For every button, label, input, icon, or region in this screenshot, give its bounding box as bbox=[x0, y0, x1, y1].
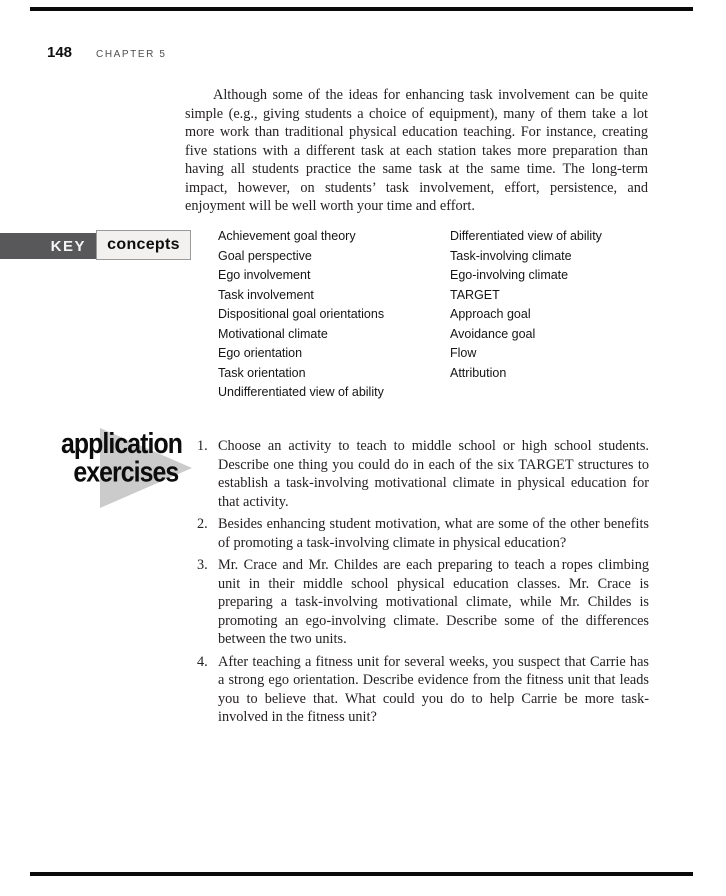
exercise-item bbox=[197, 437, 649, 511]
key-concept-item: Ego orientation bbox=[218, 346, 303, 360]
exercise-item bbox=[197, 556, 649, 649]
key-concept-item: Undifferentiated view of ability bbox=[218, 385, 384, 399]
key-concept-item: Task-involving climate bbox=[450, 248, 572, 263]
key-concept-item: Avoidance goal bbox=[450, 326, 536, 341]
key-concepts-column-1 bbox=[218, 227, 448, 403]
application-exercises-label bbox=[48, 427, 183, 488]
key-concept-item: Achievement goal theory bbox=[218, 229, 356, 243]
key-concept-item: Approach goal bbox=[450, 307, 531, 321]
key-concepts-bar bbox=[0, 233, 96, 259]
key-label: KEY bbox=[50, 237, 86, 255]
page-number: 148 bbox=[47, 44, 73, 61]
application-exercises-list bbox=[197, 437, 649, 731]
key-concept-item: Ego-involving climate bbox=[450, 268, 569, 282]
key-concept-item: Motivational climate bbox=[218, 326, 328, 341]
exercise-text: Besides enhancing student motivation, what are some of the other benefits of promoting a task-involving climate in physical education? bbox=[218, 516, 649, 551]
exercise-number: 4. bbox=[197, 653, 208, 670]
key-concept-item: Differentiated view of ability bbox=[450, 229, 602, 243]
concepts-box bbox=[96, 230, 191, 260]
chapter-label: CHAPTER 5 bbox=[96, 49, 167, 60]
exercise-item bbox=[197, 653, 649, 727]
key-concept-item: Goal perspective bbox=[218, 248, 312, 263]
key-concept-item: TARGET bbox=[450, 287, 500, 302]
exercise-number: 3. bbox=[197, 557, 208, 573]
key-concept-item: Task involvement bbox=[218, 287, 314, 302]
key-concept-item: Dispositional goal orientations bbox=[218, 307, 385, 321]
key-concept-item: Ego involvement bbox=[218, 268, 311, 282]
concepts-label: concepts bbox=[107, 236, 180, 253]
exercise-text: Choose an activity to teach to middle school or high school students. Describe one thing you could do in each of the six TARGET structures to establish a task-involving motivational climate in physical education for that activity. bbox=[218, 438, 649, 510]
page-top-rule bbox=[30, 7, 693, 11]
exercise-item bbox=[197, 515, 649, 552]
exercise-number: 1. bbox=[197, 438, 208, 454]
application-label-line: application bbox=[61, 427, 183, 460]
page-bottom-rule bbox=[30, 872, 693, 876]
exercise-number: 2. bbox=[197, 516, 208, 532]
key-concept-item: Attribution bbox=[450, 365, 507, 380]
intro-paragraph: Although some of the ideas for enhancing task involvement can be quite simple (e.g., giving students a choice of equipment), many of them take a lot more work than traditional physical education teaching. For instance, creating five stations with a different task at each station takes more preparation than having all students practice the same task at the same time. The long-term impact, however, on students’ task involvement, effort, persistence, and enjoyment will be well worth your time and effort. bbox=[185, 87, 648, 215]
exercises-label-line: exercises bbox=[73, 456, 179, 488]
key-concept-item: Task orientation bbox=[218, 365, 306, 380]
exercise-text: Mr. Crace and Mr. Childes are each preparing to teach a ropes climbing unit in their middle school physical education classes. Mr. Crace is preparing a task-involving motivational climate, while Mr. Childes is promoting an ego-involving climate. Describe some of the differences between the two units. bbox=[218, 557, 649, 647]
exercise-text: After teaching a fitness unit for several weeks, you suspect that Carrie has a strong ego orientation. Describe evidence from the fitness unit that leads you to believe that. What could you do to help Carrie be more task-involved in the fitness unit? bbox=[218, 653, 649, 725]
key-concept-item: Flow bbox=[450, 346, 477, 360]
key-concepts-column-2 bbox=[450, 227, 660, 383]
